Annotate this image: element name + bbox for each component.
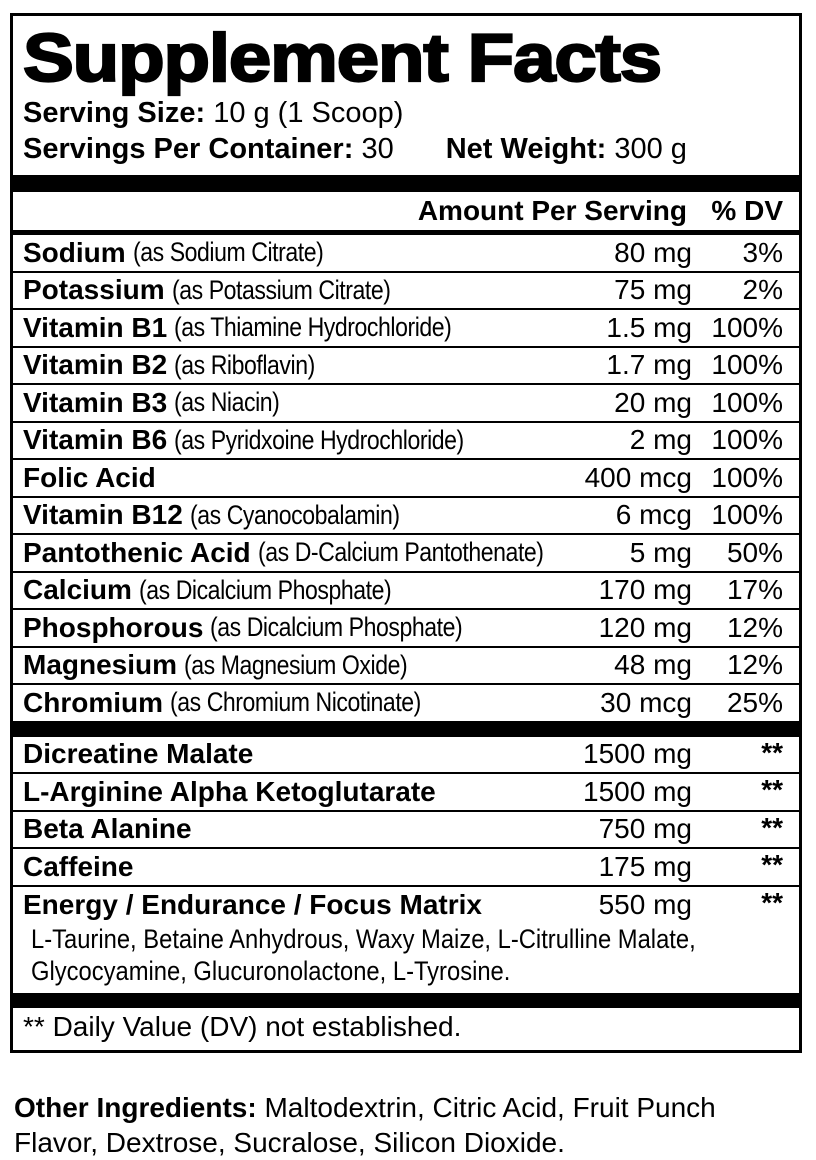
supplement-facts-panel	[10, 13, 802, 1053]
blend-name: Caffeine	[23, 850, 134, 882]
serving-size-label: Serving Size:	[23, 97, 206, 129]
nutrient-form: (as Thiamine Hydrochloride)	[174, 312, 452, 343]
nutrient-dv: 3%	[742, 236, 783, 268]
nutrient-dv: 100%	[711, 424, 783, 456]
nutrient-dv: 100%	[711, 349, 783, 381]
nutrient-row-magnesium	[13, 648, 799, 686]
nutrient-form: (as Cyanocobalamin)	[189, 499, 400, 530]
nutrient-amount: 2 mg	[629, 424, 692, 456]
nutrient-row-vitamin-b2	[13, 348, 799, 386]
blend-row-dicreatine-malate	[13, 737, 799, 775]
nutrient-form: (as Pyridxoine Hydrochloride)	[174, 424, 464, 455]
divider-bar-middle	[13, 721, 799, 737]
matrix-ingredients-line2: Glycocyamine, Glucuronolactone, L-Tyrosine.	[31, 955, 511, 986]
servings-per-container-value: 30	[361, 133, 394, 165]
nutrient-dv: 25%	[726, 686, 783, 718]
blend-amount: 1500 mg	[583, 775, 692, 807]
nutrient-dv: 12%	[726, 649, 783, 681]
nutrient-amount: 1.5 mg	[606, 311, 692, 343]
column-header-dv: % DV	[711, 195, 783, 226]
nutrient-amount: 1.7 mg	[606, 349, 692, 381]
nutrient-dv: 17%	[726, 574, 783, 606]
nutrient-row-calcium	[13, 573, 799, 611]
nutrient-form: (as Dicalcium Phosphate)	[138, 574, 392, 605]
micronutrient-rows	[13, 235, 799, 721]
other-ingredients-label: Other Ingredients:	[14, 1092, 257, 1123]
nutrient-amount: 170 mg	[598, 574, 692, 606]
matrix-ingredients	[31, 923, 799, 987]
other-ingredients-value: Maltodextrin, Citric Acid, Fruit Punch Flavor, Dextrose, Sucralose, Silicon Dioxide.	[14, 1092, 716, 1158]
blend-amount: 750 mg	[598, 813, 692, 845]
blend-row-arginine-akg	[13, 774, 799, 812]
page-title: Supplement Facts	[23, 20, 662, 96]
blend-row-caffeine	[13, 849, 799, 887]
nutrient-name: Vitamin B12	[23, 499, 183, 531]
nutrient-form: (as Dicalcium Phosphate)	[210, 612, 463, 643]
nutrient-dv: 100%	[711, 461, 783, 493]
servings-per-container	[23, 132, 394, 166]
serving-size-value: 10 g (1 Scoop)	[213, 97, 404, 129]
nutrient-amount: 75 mg	[614, 274, 692, 306]
nutrient-row-vitamin-b12	[13, 498, 799, 536]
nutrient-form: (as Niacin)	[174, 387, 280, 418]
nutrient-name: Vitamin B1	[23, 311, 168, 343]
nutrient-name: Pantothenic Acid	[23, 536, 251, 568]
nutrient-form: (as Potassium Citrate)	[171, 274, 391, 305]
nutrient-amount: 120 mg	[598, 611, 692, 643]
nutrient-amount: 48 mg	[614, 649, 692, 681]
nutrient-row-potassium	[13, 273, 799, 311]
dv-footnote: ** Daily Value (DV) not established.	[23, 1010, 462, 1042]
nutrient-name: Phosphorous	[23, 611, 204, 643]
servings-netweight-line	[23, 132, 799, 166]
blend-dv: **	[761, 811, 783, 843]
blend-amount: 175 mg	[598, 850, 692, 882]
nutrient-dv: 100%	[711, 386, 783, 418]
blend-name: Dicreatine Malate	[23, 738, 254, 770]
nutrient-dv: 50%	[726, 536, 783, 568]
servings-per-container-label: Servings Per Container:	[23, 133, 354, 165]
other-ingredients	[14, 1090, 796, 1160]
nutrient-name: Magnesium	[23, 649, 178, 681]
nutrient-amount: 30 mcg	[600, 686, 692, 718]
nutrient-name: Calcium	[23, 574, 132, 606]
serving-size-line	[23, 96, 799, 130]
divider-bar-top	[13, 175, 799, 192]
blend-name: L-Arginine Alpha Ketoglutarate	[23, 775, 436, 807]
nutrient-form: (as Magnesium Oxide)	[184, 649, 408, 680]
nutrient-dv: 100%	[711, 311, 783, 343]
blend-row-beta-alanine	[13, 812, 799, 850]
blend-name: Beta Alanine	[23, 813, 192, 845]
column-header-row	[13, 192, 799, 235]
nutrient-name: Vitamin B3	[23, 386, 168, 418]
divider-bar-bottom	[13, 993, 799, 1008]
nutrient-form: (as Riboflavin)	[174, 349, 316, 380]
matrix-name: Energy / Endurance / Focus Matrix	[23, 888, 483, 920]
blend-dv: **	[761, 774, 783, 805]
nutrient-name: Sodium	[23, 236, 126, 268]
nutrient-row-vitamin-b6	[13, 423, 799, 461]
nutrient-form: (as D-Calcium Pantothenate)	[257, 537, 544, 568]
net-weight-label: Net Weight:	[445, 133, 607, 165]
matrix-dv: **	[761, 886, 783, 918]
nutrient-row-chromium	[13, 685, 799, 721]
nutrient-name: Folic Acid	[23, 461, 156, 493]
nutrient-amount: 6 mcg	[615, 499, 692, 531]
nutrient-dv: 12%	[726, 611, 783, 643]
nutrient-amount: 20 mg	[614, 386, 692, 418]
column-header-amount: Amount Per Serving	[417, 195, 687, 226]
nutrient-amount: 5 mg	[629, 536, 692, 568]
nutrient-name: Potassium	[23, 274, 165, 306]
nutrient-row-vitamin-b3	[13, 385, 799, 423]
nutrient-form: (as Sodium Citrate)	[132, 237, 323, 268]
nutrient-name: Vitamin B2	[23, 349, 168, 381]
nutrient-row-pantothenic-acid	[13, 535, 799, 573]
net-weight	[446, 132, 687, 166]
blend-dv: **	[761, 736, 783, 768]
matrix-block	[13, 887, 799, 993]
matrix-ingredients-line1: L-Taurine, Betaine Anhydrous, Waxy Maize, L-Citrulline Malate,	[31, 923, 696, 954]
blend-rows	[13, 737, 799, 993]
net-weight-value: 300 g	[614, 133, 687, 165]
nutrient-form: (as Chromium Nicotinate)	[170, 687, 421, 718]
blend-dv: **	[761, 849, 783, 880]
nutrient-dv: 100%	[711, 499, 783, 531]
nutrient-name: Vitamin B6	[23, 424, 168, 456]
blend-amount: 1500 mg	[583, 738, 692, 770]
nutrient-dv: 2%	[742, 274, 783, 306]
nutrient-amount: 80 mg	[614, 236, 692, 268]
nutrient-row-sodium	[13, 235, 799, 273]
nutrient-row-folic-acid	[13, 460, 799, 498]
nutrient-amount: 400 mcg	[584, 461, 692, 493]
matrix-row	[23, 887, 799, 923]
nutrient-row-vitamin-b1	[13, 310, 799, 348]
nutrient-name: Chromium	[23, 686, 163, 718]
nutrient-row-phosphorous	[13, 610, 799, 648]
matrix-amount: 550 mg	[598, 888, 692, 920]
